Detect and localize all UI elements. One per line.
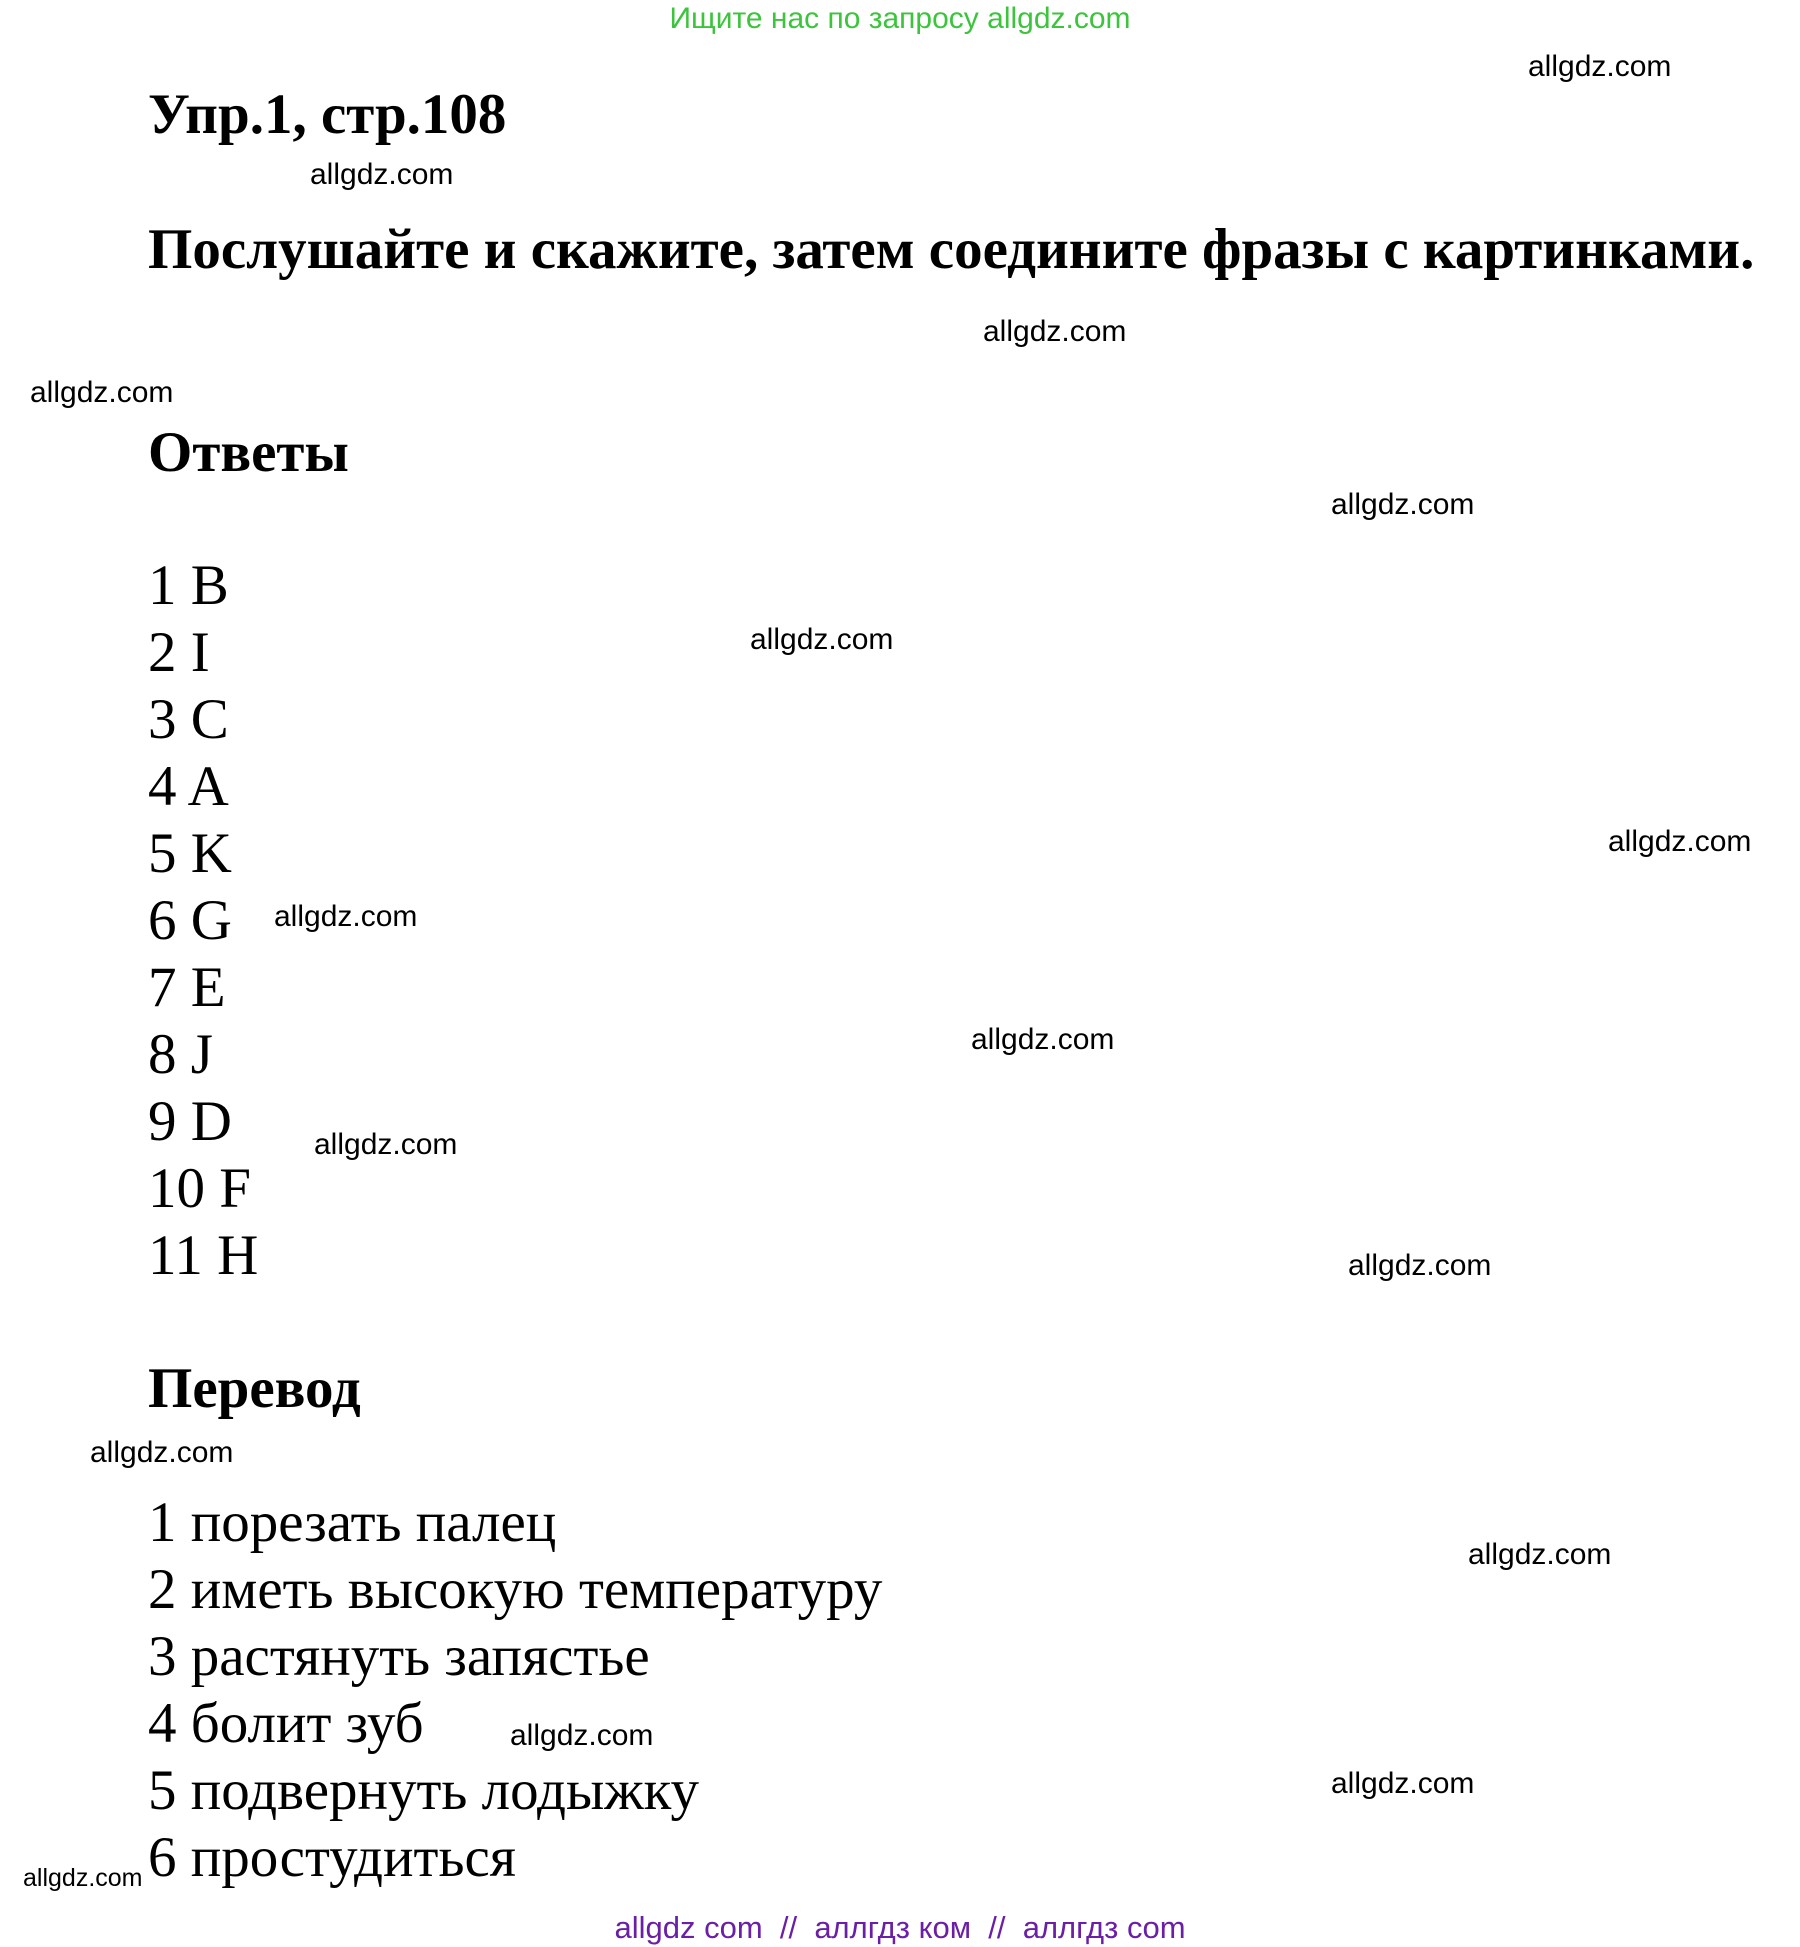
translation-item: 1 порезать палец xyxy=(148,1491,557,1554)
watermark: allgdz.com xyxy=(1331,1767,1475,1800)
watermark: allgdz.com xyxy=(510,1719,654,1752)
watermark: allgdz.com xyxy=(23,1864,143,1892)
watermark: allgdz.com xyxy=(274,900,418,933)
translation-heading: Перевод xyxy=(148,1357,361,1420)
answer-item: 5 K xyxy=(148,822,232,885)
answers-heading: Ответы xyxy=(148,421,349,484)
answer-item: 2 I xyxy=(148,621,210,684)
translation-item: 5 подвернуть лодыжку xyxy=(148,1759,700,1822)
answer-item: 3 C xyxy=(148,688,229,751)
top-banner[interactable]: Ищите нас по запросу allgdz.com xyxy=(669,2,1131,35)
translation-item: 3 растянуть запястье xyxy=(148,1625,650,1688)
watermark: allgdz.com xyxy=(1608,825,1752,858)
exercise-title: Упр.1, стр.108 xyxy=(148,83,507,146)
instruction-text: Послушайте и скажите, затем соедините фразы с картинками. xyxy=(148,218,1755,281)
watermark: allgdz.com xyxy=(310,158,454,191)
watermark: allgdz.com xyxy=(314,1128,458,1161)
answer-item: 6 G xyxy=(148,889,232,952)
footer-links[interactable]: allgdz com // аллгдз ком // аллгдз com xyxy=(614,1910,1186,1945)
answer-item: 9 D xyxy=(148,1090,232,1153)
answer-item: 8 J xyxy=(148,1023,213,1086)
watermark: allgdz.com xyxy=(1348,1249,1492,1282)
answer-item: 4 A xyxy=(148,755,229,818)
watermark: allgdz.com xyxy=(30,376,174,409)
watermark: allgdz.com xyxy=(983,315,1127,348)
translation-item: 4 болит зуб xyxy=(148,1692,424,1755)
watermark: allgdz.com xyxy=(971,1023,1115,1056)
answer-item: 11 H xyxy=(148,1224,259,1287)
watermark: allgdz.com xyxy=(750,623,894,656)
watermark: allgdz.com xyxy=(1331,488,1475,521)
answer-item: 10 F xyxy=(148,1157,251,1220)
watermark: allgdz.com xyxy=(1468,1538,1612,1571)
translation-item: 2 иметь высокую температуру xyxy=(148,1558,883,1621)
translation-item: 6 простудиться xyxy=(148,1826,516,1889)
watermark: allgdz.com xyxy=(90,1436,234,1469)
answer-item: 7 E xyxy=(148,956,226,1019)
answer-item: 1 B xyxy=(148,554,229,617)
watermark: allgdz.com xyxy=(1528,50,1672,83)
